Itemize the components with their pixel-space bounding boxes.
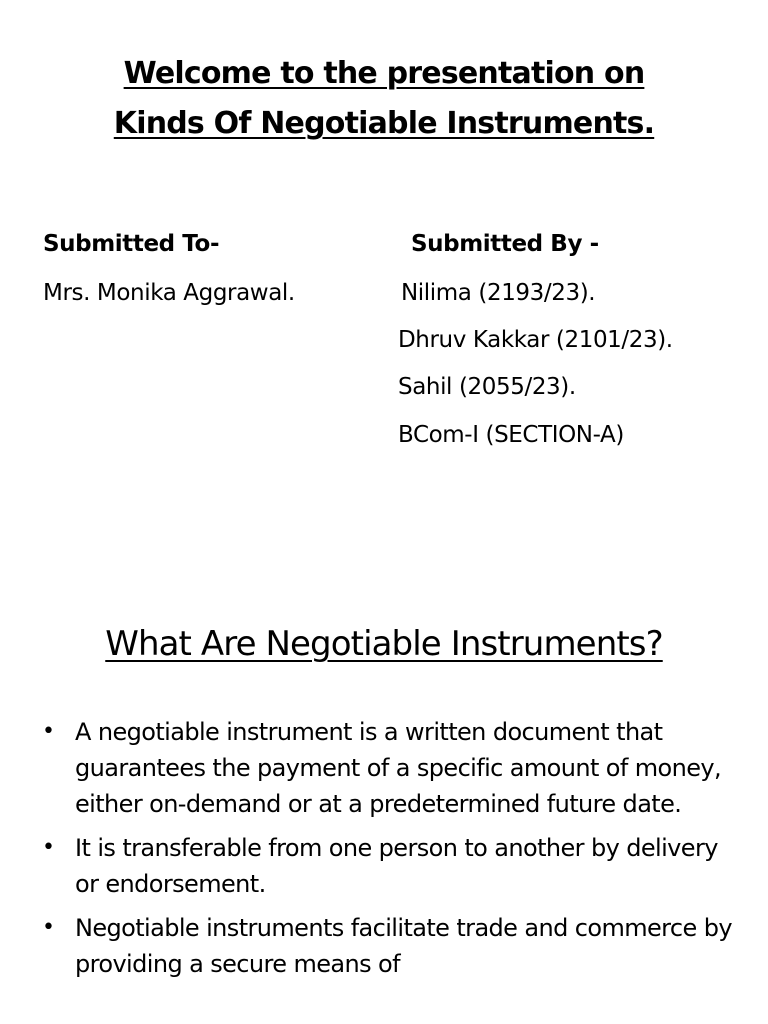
- bullet-text: It is transferable from one person to another by delivery or endorsement.: [75, 834, 718, 898]
- presentation-title-line-1: Welcome to the presentation on: [123, 56, 645, 91]
- bullet-list: [0, 714, 768, 990]
- submitted-by-line: Nilima (2193/23).: [401, 280, 596, 306]
- submitted-by-class: BCom-I (SECTION-A): [398, 422, 624, 448]
- slide-title: What Are Negotiable Instruments?: [105, 624, 663, 664]
- bullet-icon: •: [42, 835, 55, 860]
- bullet-item: [0, 910, 768, 982]
- bullet-item: [0, 830, 768, 902]
- submitted-by-line: Dhruv Kakkar (2101/23).: [398, 327, 673, 353]
- bullet-text: A negotiable instrument is a written document that guarantees the payment of a specific amount of money, either on-demand or at a predetermined future date.: [75, 718, 722, 818]
- bullet-icon: •: [42, 719, 55, 744]
- bullet-item: [0, 714, 768, 822]
- submitted-to-name: Mrs. Monika Aggrawal.: [43, 280, 295, 306]
- bullet-text: Negotiable instruments facilitate trade and commerce by providing a secure means of: [75, 914, 732, 978]
- bullet-icon: •: [42, 915, 55, 940]
- submitted-by-line: Sahil (2055/23).: [398, 374, 576, 400]
- presentation-title-line-2: Kinds Of Negotiable Instruments.: [113, 106, 655, 141]
- definition-slide: [0, 580, 768, 1024]
- submitted-by-heading: Submitted By -: [411, 231, 599, 257]
- submitted-to-heading: Submitted To-: [43, 231, 220, 257]
